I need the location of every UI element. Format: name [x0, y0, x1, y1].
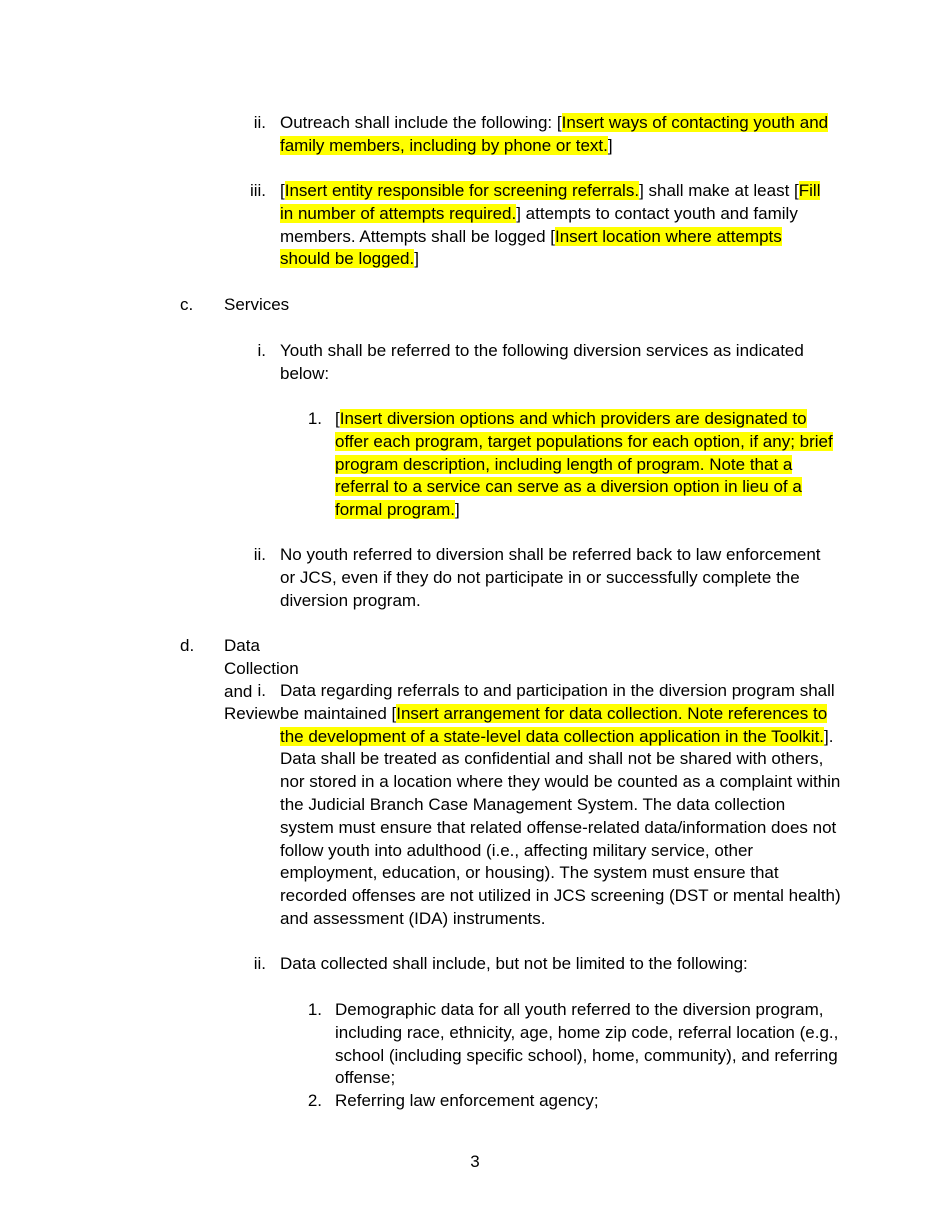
list-item-text: Data regarding referrals to and participation in the diversion program shall be maintained [Insert arrangement for data collection. Note references to the development of a state-level data collection application in the Toolkit.]. Data shall be treated as confidential and shall not be shared with others, nor stored in a location where they would be counted as a complaint within the Judicial Branch Case Management System. The data collection system must ensure that related offense-related data/information does not follow youth into adulthood (i.e., affecting military service, other employment, education, or housing). The system must ensure that recorded offenses are not utilized in JCS screening (DST or mental health) and assessment (IDA) instruments.: [280, 681, 841, 928]
list-item-text: Outreach shall include the following: [Insert ways of contacting youth and family members, including by phone or text.]: [280, 113, 829, 155]
placeholder-highlight: Insert entity responsible for screening referrals.: [284, 181, 640, 200]
list-marker: 1.: [307, 1000, 322, 1019]
list-item-text: [Insert diversion options and which providers are designated to offer each program, target populations for each option, if any; brief program description, including length of program. Note that a referral to a service can serve as a diversion option in lieu of a formal program.]: [335, 409, 833, 520]
section-marker: c.: [180, 295, 194, 314]
placeholder-highlight: Insert ways of contacting youth and family members, including by phone or text.: [280, 113, 829, 155]
placeholder-highlight: Fill in number of attempts required.: [280, 181, 821, 223]
placeholder-highlight: Insert diversion options and which providers are designated to offer each program, target populations for each option, if any; brief program description, including length of program. Note that a referral to a service can serve as a diversion option in lieu of a formal program.: [335, 409, 833, 520]
placeholder-highlight: Insert arrangement for data collection. Note references to the development of a state-level data collection application in the Toolkit.: [280, 703, 828, 746]
list-item-text: Youth shall be referred to the following diversion services as indicated below:: [280, 341, 804, 383]
list-marker: i.: [257, 341, 266, 360]
placeholder-highlight: Insert location where attempts should be logged.: [280, 226, 782, 269]
section-title: Data Collection and Review: [224, 636, 299, 724]
list-item-text: [Insert entity responsible for screening referrals.] shall make at least [Fill in number of attempts required.] attempts to contact youth and family members. Attempts shall be logged [Insert location where attempts should be logged.]: [280, 181, 821, 269]
list-marker: ii.: [253, 113, 266, 132]
section-title: Services: [224, 295, 290, 314]
list-item-text: Referring law enforcement agency;: [335, 1091, 599, 1110]
list-marker: 1.: [307, 409, 322, 428]
page-number: 3: [470, 1152, 480, 1171]
list-item-text: No youth referred to diversion shall be referred back to law enforcement or JCS, even if they do not participate in or successfully complete the diversion program.: [280, 545, 821, 610]
list-marker: i.: [257, 681, 266, 700]
list-marker: ii.: [253, 545, 266, 564]
list-item-text: Demographic data for all youth referred to the diversion program, including race, ethnicity, age, home zip code, referral location (e.g., school (including specific school), home, community), and referring offense;: [335, 1000, 839, 1088]
list-item-text: Data collected shall include, but not be limited to the following:: [280, 954, 748, 973]
list-marker: 2.: [307, 1091, 322, 1110]
section-marker: d.: [180, 636, 195, 655]
list-marker: ii.: [253, 954, 266, 973]
list-marker: iii.: [249, 181, 266, 200]
